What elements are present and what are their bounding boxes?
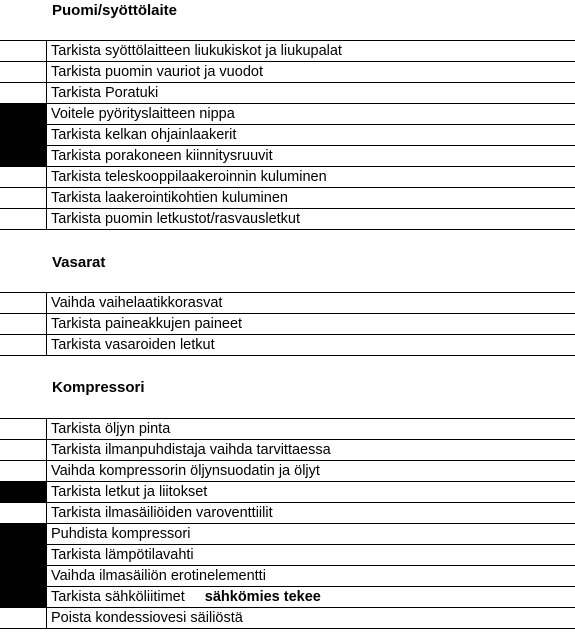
checklist-table-vasarat — [0, 292, 575, 356]
section-title-kompressori: Kompressori — [52, 379, 145, 396]
marker-cell — [0, 335, 47, 355]
marker-cell — [0, 587, 47, 607]
table-row — [0, 566, 575, 587]
task-text: Voitele pyörityslaitteen nippa — [51, 106, 235, 122]
marker-cell — [0, 608, 47, 628]
marker-cell — [0, 146, 47, 166]
checklist-table-puomi — [0, 40, 575, 230]
marker-cell — [0, 461, 47, 481]
table-row — [0, 335, 575, 356]
marker-cell — [0, 419, 47, 439]
table-row — [0, 587, 575, 608]
table-row — [0, 419, 575, 440]
task-text: Tarkista laakerointikohtien kuluminen — [51, 190, 288, 206]
table-row — [0, 83, 575, 104]
table-row — [0, 440, 575, 461]
table-row — [0, 608, 575, 629]
marker-cell — [0, 566, 47, 586]
marker-cell — [0, 62, 47, 82]
table-row — [0, 314, 575, 335]
task-text: Tarkista lämpötilavahti — [51, 547, 194, 563]
task-text: Tarkista Poratuki — [51, 85, 159, 101]
task-text: Puhdista kompressori — [51, 526, 191, 542]
task-text: Vaihda ilmasäiliön erotinelementti — [51, 568, 266, 584]
marker-cell — [0, 293, 47, 313]
marker-cell — [0, 440, 47, 460]
marker-cell — [0, 314, 47, 334]
task-text: Tarkista paineakkujen paineet — [51, 316, 243, 332]
marker-cell — [0, 209, 47, 229]
marker-cell — [0, 104, 47, 124]
task-text: Tarkista puomin vauriot ja vuodot — [51, 64, 263, 80]
task-text: Tarkista öljyn pinta — [51, 421, 171, 437]
table-row — [0, 62, 575, 83]
table-row — [0, 293, 575, 314]
marker-cell — [0, 524, 47, 544]
table-row — [0, 167, 575, 188]
task-text: Tarkista syöttölaitteen liukukiskot ja liukupalat — [51, 43, 342, 59]
task-text: Tarkista ilmasäiliöiden varoventtiilit — [51, 505, 273, 521]
table-row — [0, 188, 575, 209]
task-text: Tarkista sähköliitimet — [51, 589, 185, 605]
marker-cell — [0, 83, 47, 103]
task-text: Tarkista letkut ja liitokset — [51, 484, 208, 500]
marker-cell — [0, 188, 47, 208]
table-row — [0, 545, 575, 566]
marker-cell — [0, 167, 47, 187]
task-text: Tarkista teleskooppilaakeroinnin kuluminen — [51, 169, 327, 185]
task-text: Tarkista kelkan ohjainlaakerit — [51, 127, 237, 143]
task-text: Tarkista porakoneen kiinnitysruuvit — [51, 148, 273, 164]
table-row — [0, 461, 575, 482]
checklist-table-kompressori — [0, 418, 575, 629]
task-text: Tarkista ilmanpuhdistaja vaihda tarvittaessa — [51, 442, 331, 458]
marker-cell — [0, 545, 47, 565]
table-row — [0, 524, 575, 545]
task-cell — [47, 587, 575, 607]
marker-cell — [0, 503, 47, 523]
marker-cell — [0, 482, 47, 502]
table-row — [0, 104, 575, 125]
task-text: Vaihda vaihelaatikkorasvat — [51, 295, 223, 311]
marker-cell — [0, 41, 47, 61]
task-note: sähkömies tekee — [204, 589, 321, 605]
task-text: Vaihda kompressorin öljynsuodatin ja öljyt — [51, 463, 320, 479]
table-row — [0, 41, 575, 62]
table-row — [0, 482, 575, 503]
section-title-vasarat: Vasarat — [52, 254, 106, 271]
table-row — [0, 146, 575, 167]
task-text: Poista kondessiovesi säiliöstä — [51, 610, 243, 626]
table-row — [0, 503, 575, 524]
section-title-puomi: Puomi/syöttölaite — [52, 2, 178, 19]
task-text: Tarkista puomin letkustot/rasvausletkut — [51, 211, 301, 227]
table-row — [0, 125, 575, 146]
task-text: Tarkista vasaroiden letkut — [51, 337, 215, 353]
table-row — [0, 209, 575, 230]
marker-cell — [0, 125, 47, 145]
